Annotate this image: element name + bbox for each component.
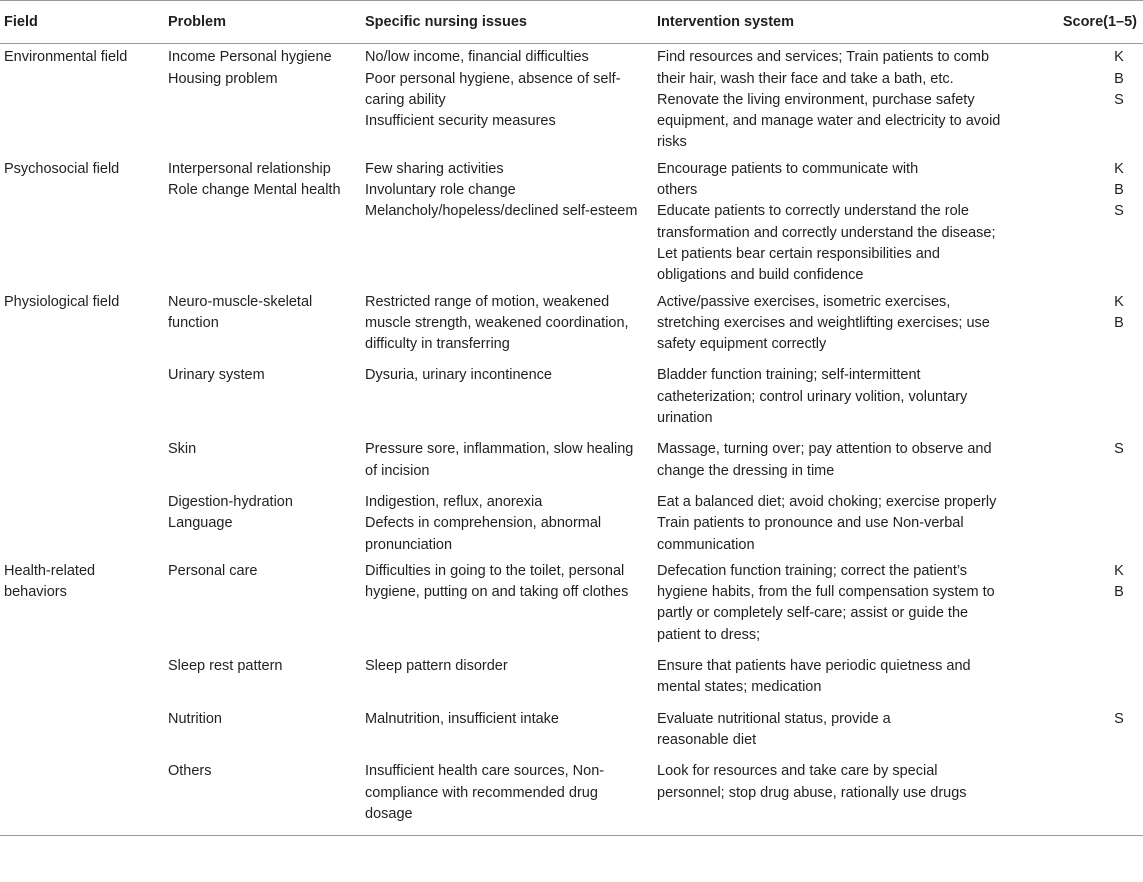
cell-problem: Income Personal hygiene Housing problem xyxy=(168,49,332,87)
cell-issues xyxy=(361,357,653,431)
cell-problem: Neuro-muscle-skeletal function xyxy=(168,293,313,331)
intervention-line: Evaluate nutritional status, provide a reasonable diet xyxy=(657,710,891,748)
header-field: Field xyxy=(0,1,164,44)
cell-score xyxy=(1011,648,1143,701)
score-value: S xyxy=(1114,203,1124,220)
score-value: S xyxy=(1114,441,1124,458)
cell-problem: Personal care xyxy=(168,562,258,579)
issue-line: No/low income, financial difficulties xyxy=(365,49,589,66)
score-value: B xyxy=(1114,584,1124,601)
header-score: Score(1–5) xyxy=(1011,1,1143,44)
issue-line: Pressure sore, inflammation, slow healing of incision xyxy=(365,441,634,479)
cell-problem: Sleep rest pattern xyxy=(168,658,283,675)
cell-score xyxy=(1011,289,1143,358)
score-value: B xyxy=(1114,182,1124,199)
issue-line: Restricted range of motion, weakened muscle strength, weakened coordination, difficulty in transferring xyxy=(365,293,629,353)
cell-score xyxy=(1011,753,1143,835)
cell-field: Physiological field xyxy=(4,293,120,310)
cell-intervention xyxy=(653,484,1011,558)
intervention-line: Eat a balanced diet; avoid choking; exercise properly Train patients to pronounce and use Non-verbal communication xyxy=(657,493,997,553)
intervention-line: Bladder function training; self-intermittent catheterization; control urinary volition, voluntary urination xyxy=(657,367,968,427)
table-row xyxy=(0,484,1143,558)
table-row xyxy=(0,701,1143,754)
intervention-line: Educate patients to correctly understand the role transformation and correctly understand the disease; xyxy=(657,203,996,241)
table-row xyxy=(0,753,1143,835)
intervention-line: Let patients bear certain responsibilities and obligations and build confidence xyxy=(657,245,940,284)
intervention-line: Massage, turning over; pay attention to observe and change the dressing in time xyxy=(657,441,992,479)
cell-field xyxy=(0,648,164,701)
cell-problem: Nutrition xyxy=(168,710,222,727)
cell-intervention xyxy=(653,701,1011,754)
cell-problem: Digestion-hydration Language xyxy=(168,493,293,532)
cell-field xyxy=(0,701,164,754)
intervention-line: Renovate the living environment, purchase safety equipment, and manage water and electricity to avoid risks xyxy=(657,91,1001,151)
cell-field xyxy=(0,753,164,835)
cell-problem: Interpersonal relationship Role change Mental health xyxy=(168,160,341,199)
cell-intervention xyxy=(653,558,1011,648)
issue-line: Malnutrition, insufficient intake xyxy=(365,710,559,727)
cell-problem: Skin xyxy=(168,441,197,458)
intervention-line: Find resources and services; Train patients to comb their hair, wash their face and take a bath, etc. xyxy=(657,49,990,87)
cell-issues xyxy=(361,44,653,156)
cell-field: Environmental field xyxy=(4,49,128,66)
cell-field: Health-related behaviors xyxy=(4,562,96,601)
cell-score xyxy=(1011,484,1143,558)
header-intervention: Intervention system xyxy=(653,1,1011,44)
cell-issues xyxy=(361,701,653,754)
table-body xyxy=(0,44,1143,836)
issue-line: Dysuria, urinary incontinence xyxy=(365,367,552,384)
issue-line: Difficulties in going to the toilet, personal hygiene, putting on and taking off clothes xyxy=(365,562,629,601)
issue-line: Defects in comprehension, abnormal pronunciation xyxy=(365,515,602,553)
cell-score xyxy=(1011,357,1143,431)
table-row xyxy=(0,156,1143,289)
header-issues: Specific nursing issues xyxy=(361,1,653,44)
cell-score xyxy=(1011,701,1143,754)
cell-issues xyxy=(361,289,653,358)
issue-line: Insufficient health care sources, Non-compliance with recommended drug dosage xyxy=(365,763,605,822)
score-value: S xyxy=(1114,91,1124,108)
issue-line: Few sharing activities xyxy=(365,160,504,177)
table-row xyxy=(0,289,1143,358)
cell-intervention xyxy=(653,648,1011,701)
intervention-line: Ensure that patients have periodic quietness and mental states; medication xyxy=(657,658,971,696)
cell-field: Psychosocial field xyxy=(4,160,120,177)
intervention-line: Encourage patients to communicate with others xyxy=(657,160,919,199)
score-value: S xyxy=(1114,710,1124,727)
cell-intervention xyxy=(653,156,1011,289)
score-value: K xyxy=(1114,160,1124,177)
score-value: B xyxy=(1114,314,1124,331)
intervention-line: Look for resources and take care by special personnel; stop drug abuse, rationally use drugs xyxy=(657,763,967,801)
cell-issues xyxy=(361,484,653,558)
table-row xyxy=(0,648,1143,701)
cell-intervention xyxy=(653,431,1011,484)
issue-line: Insufficient security measures xyxy=(365,113,556,130)
intervention-line: Defecation function training; correct the patient’s hygiene habits, from the full compensation system to partly or completely self-care; assist or guide the patient to dress; xyxy=(657,562,995,643)
issue-line: Involuntary role change xyxy=(365,182,516,199)
cell-score xyxy=(1011,558,1143,648)
cell-issues xyxy=(361,156,653,289)
score-value: B xyxy=(1114,70,1124,87)
cell-issues xyxy=(361,753,653,835)
cell-score xyxy=(1011,44,1143,156)
cell-intervention xyxy=(653,753,1011,835)
cell-problem: Urinary system xyxy=(168,367,265,384)
table-row xyxy=(0,558,1143,648)
cell-intervention xyxy=(653,44,1011,156)
issue-line: Melancholy/hopeless/declined self-esteem xyxy=(365,203,638,220)
cell-problem: Others xyxy=(164,753,361,835)
issue-line: Sleep pattern disorder xyxy=(365,658,508,675)
issue-line: Indigestion, reflux, anorexia xyxy=(365,493,543,510)
cell-field xyxy=(0,484,164,558)
cell-intervention xyxy=(653,357,1011,431)
score-value: K xyxy=(1114,49,1124,66)
header-problem: Problem xyxy=(164,1,361,44)
table-row xyxy=(0,357,1143,431)
table-header xyxy=(0,1,1143,44)
intervention-line: Active/passive exercises, isometric exercises, stretching exercises and weightlifting exercises; use safety equipment correctly xyxy=(657,293,990,353)
issue-line: Poor personal hygiene, absence of self-caring ability xyxy=(365,70,621,108)
cell-issues xyxy=(361,431,653,484)
cell-score xyxy=(1011,156,1143,289)
score-value: K xyxy=(1114,293,1124,310)
header-row xyxy=(0,1,1143,44)
score-value: K xyxy=(1114,562,1124,579)
cell-score xyxy=(1011,431,1143,484)
cell-issues xyxy=(361,558,653,648)
cell-intervention xyxy=(653,289,1011,358)
cell-field xyxy=(0,357,164,431)
cell-field xyxy=(0,431,164,484)
cell-issues xyxy=(361,648,653,701)
table-row xyxy=(0,431,1143,484)
table-row xyxy=(0,44,1143,156)
